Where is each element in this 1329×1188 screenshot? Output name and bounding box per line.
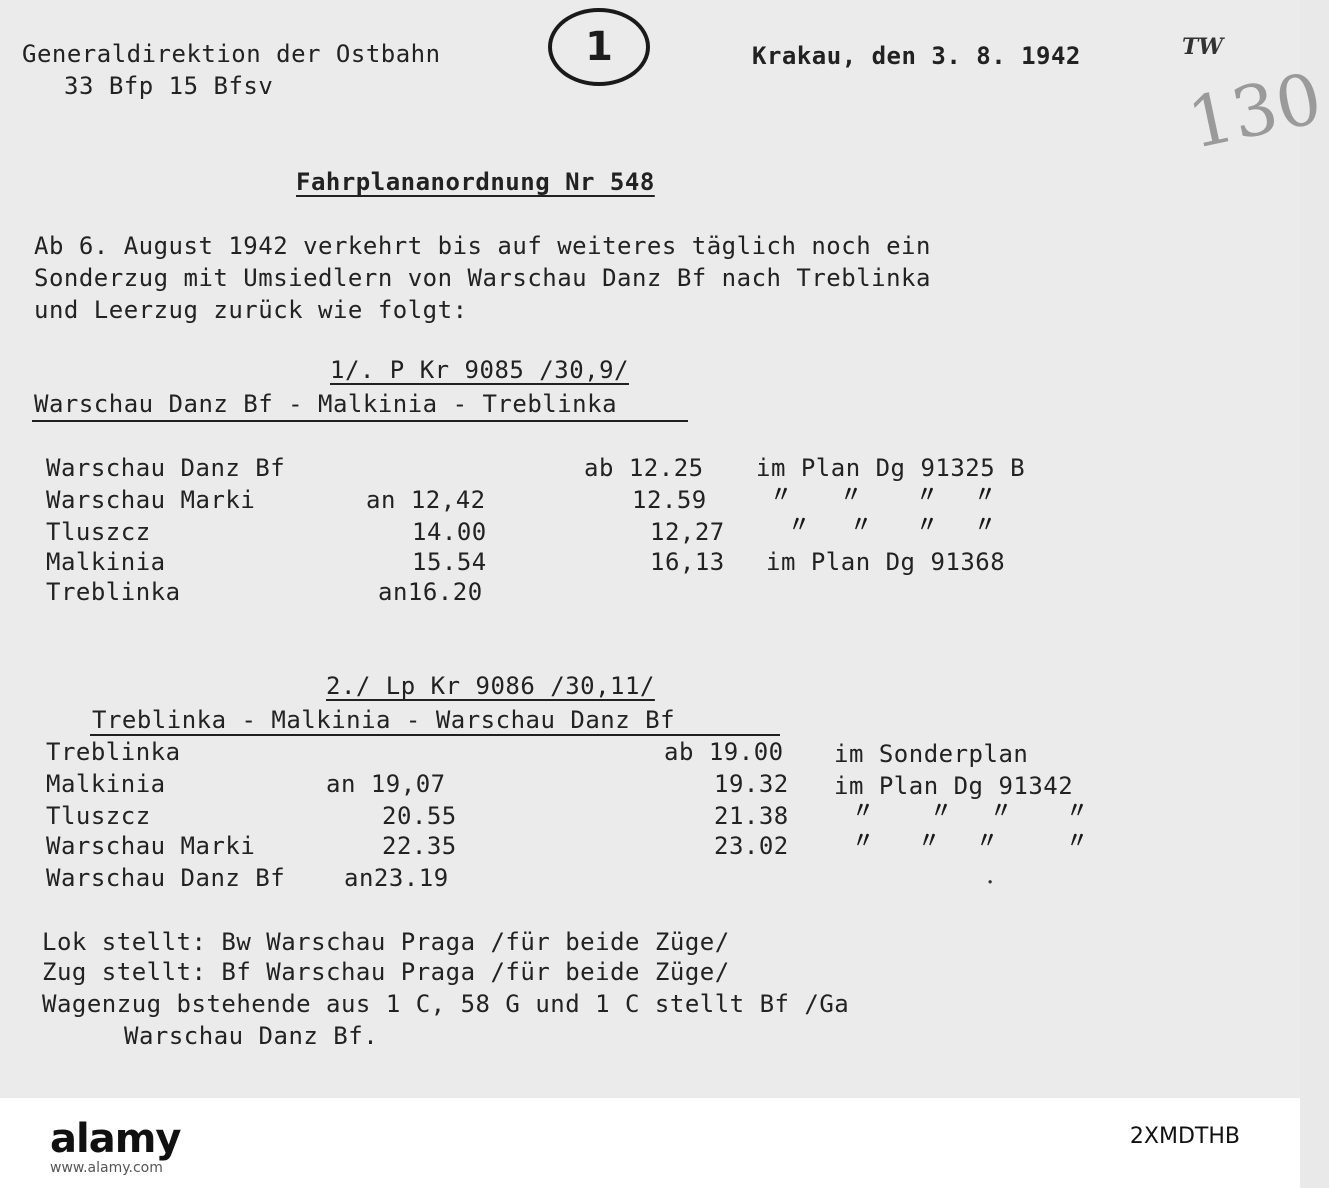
ditto-mark: 〃 [990, 798, 1013, 824]
timetable-arr: 14.00 [412, 518, 487, 546]
intro-line-2: Sonderzug mit Umsiedlern von Warschau Danz Bf nach Treblinka [34, 264, 931, 292]
ditto-mark: 〃 [852, 798, 875, 824]
ditto-mark: 〃 [852, 828, 875, 854]
closing-line-4: Warschau Danz Bf. [124, 1022, 379, 1050]
timetable-arr: an16.20 [378, 578, 483, 606]
timetable-dep: 23.02 [714, 832, 789, 860]
ditto-mark: 〃 [1066, 798, 1089, 824]
ditto-mark: 〃 [918, 828, 941, 854]
timetable-station: Treblinka [46, 578, 181, 606]
timetable-note: im Plan Dg 91342 [834, 772, 1074, 800]
document-title: Fahrplananordnung Nr 548 [296, 168, 655, 196]
page-number-stamp [548, 8, 650, 86]
timetable-dep: ab 19.00 [664, 738, 784, 766]
timetable-dep: 12.59 [632, 486, 707, 514]
train2-route-rule [90, 734, 780, 736]
timetable-note: im Plan Dg 91325 B [756, 454, 1026, 482]
timetable-note: im Sonderplan [834, 740, 1029, 768]
intro-line-1: Ab 6. August 1942 verkehrt bis auf weiteres täglich noch ein [34, 232, 931, 260]
timetable-arr: 15.54 [412, 548, 487, 576]
timetable-station: Warschau Marki [46, 486, 256, 514]
timetable-station: Treblinka [46, 738, 181, 766]
ditto-mark: 〃 [916, 512, 939, 538]
reference-code: 33 Bfp 15 Bfsv [64, 72, 274, 100]
ditto-mark: 〃 [930, 798, 953, 824]
stock-site: www.alamy.com [50, 1160, 163, 1176]
timetable-station: Tluszcz [46, 518, 151, 546]
train2-route: Treblinka - Malkinia - Warschau Danz Bf [92, 706, 676, 734]
closing-line-1: Lok stellt: Bw Warschau Praga /für beide Züge/ [42, 928, 730, 956]
timetable-dep: 21.38 [714, 802, 789, 830]
ditto-mark: 〃 [974, 512, 997, 538]
stock-logo: alamy [50, 1116, 181, 1162]
ditto-mark: 〃 [770, 482, 793, 508]
ditto-mark: 〃 [1066, 828, 1089, 854]
page-number: 1 [585, 24, 613, 70]
train1-route: Warschau Danz Bf - Malkinia - Treblinka [34, 390, 618, 418]
ditto-mark: 〃 [916, 482, 939, 508]
closing-line-2: Zug stellt: Bf Warschau Praga /für beide Züge/ [42, 958, 730, 986]
intro-line-3: und Leerzug zurück wie folgt: [34, 296, 468, 324]
ditto-mark: 〃 [788, 512, 811, 538]
timetable-station: Malkinia [46, 548, 166, 576]
timetable-dep: 12,27 [650, 518, 725, 546]
train1-heading: 1/. P Kr 9085 /30,9/ [330, 356, 629, 384]
timetable-station: Warschau Marki [46, 832, 256, 860]
ditto-mark: 〃 [974, 482, 997, 508]
timetable-dep: 16,13 [650, 548, 725, 576]
timetable-station: Malkinia [46, 770, 166, 798]
initials: TW [1182, 34, 1224, 60]
timetable-station: Tluszcz [46, 802, 151, 830]
image-id: 2XMDTHB [1129, 1124, 1240, 1149]
ditto-mark: 〃 [976, 828, 999, 854]
ditto-mark: 〃 [850, 512, 873, 538]
ditto-mark: 〃 [840, 482, 863, 508]
train1-route-rule [32, 420, 688, 422]
timetable-arr: 20.55 [382, 802, 457, 830]
timetable-station: Warschau Danz Bf [46, 454, 286, 482]
timetable-arr: an 12,42 [366, 486, 486, 514]
timetable-dep: ab 12.25 [584, 454, 704, 482]
stray-dot: . [986, 860, 995, 890]
place-date: Krakau, den 3. 8. 1942 [752, 42, 1081, 70]
closing-line-3: Wagenzug bstehende aus 1 C, 58 G und 1 C stellt Bf /Ga [42, 990, 850, 1018]
timetable-arr: 22.35 [382, 832, 457, 860]
org-name: Generaldirektion der Ostbahn [22, 40, 441, 68]
timetable-arr: an23.19 [344, 864, 449, 892]
timetable-station: Warschau Danz Bf [46, 864, 286, 892]
timetable-note: im Plan Dg 91368 [766, 548, 1006, 576]
margin-note: 130 [1180, 57, 1329, 165]
train2-heading: 2./ Lp Kr 9086 /30,11/ [326, 672, 655, 700]
timetable-dep: 19.32 [714, 770, 789, 798]
stock-footer [0, 1098, 1300, 1188]
timetable-arr: an 19,07 [326, 770, 446, 798]
